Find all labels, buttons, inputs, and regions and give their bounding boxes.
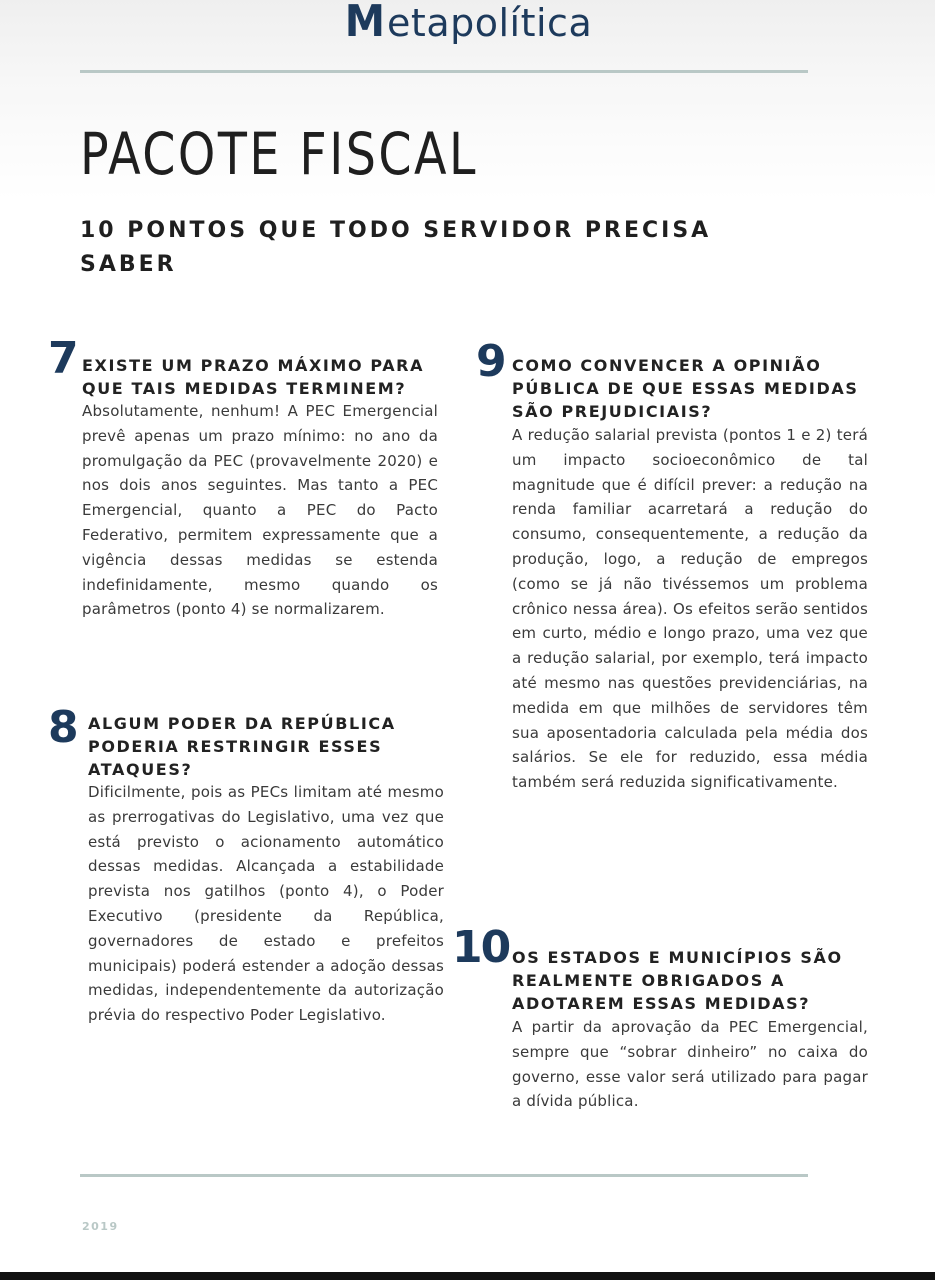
point-9-heading: COMO CONVENCER A OPINIÃO PÚBLICA DE QUE ESSAS MEDIDAS SÃO PREJUDICIAIS? xyxy=(512,356,859,421)
point-9-body: A redução salarial prevista (pontos 1 e 2) terá um impacto socioeconômico de tal magnitude que é difícil prever: a redução na renda familiar acarretará a redução do consumo, consequentemente, a redução da produção, logo, a redução de empregos (como se já não tivéssemos um problema crônico nessa área). Os efeitos serão sentidos em curto, médio e longo prazo, uma vez que a redução salarial, por exemplo, terá impacto até mesmo nas questões previdenciárias, na medida em que milhões de servidores têm sua aposentadoria calculada pela média dos salários. Se ele for reduzido, essa média também será reduzida significativamente. xyxy=(512,426,868,792)
bottom-divider xyxy=(80,1174,808,1177)
point-10-heading: OS ESTADOS E MUNICÍPIOS SÃO REALMENTE OBRIGADOS A ADOTAREM ESSAS MEDIDAS? xyxy=(512,948,843,1013)
page-title: PACOTE FISCAL xyxy=(80,120,478,188)
point-8-heading: ALGUM PODER DA REPÚBLICA PODERIA RESTRINGIR ESSES ATAQUES? xyxy=(88,714,396,779)
logo-m: M xyxy=(344,0,386,47)
point-7-body: Absolutamente, nenhum! A PEC Emergencial prevê apenas um prazo mínimo: no ano da promulgação da PEC (provavelmente 2020) e nos dois anos seguintes. Mas tanto a PEC Emergencial, quanto a PEC do Pacto Federativo, permitem expressamente que a vigência dessas medidas se estenda indefinidamente, mesmo quando os parâmetros (ponto 4) se normalizarem. xyxy=(82,402,438,619)
footer-year: 2019 xyxy=(82,1220,119,1233)
point-7-heading: EXISTE UM PRAZO MÁXIMO PARA QUE TAIS MEDIDAS TERMINEM? xyxy=(82,356,425,398)
point-10-number: 10 xyxy=(452,922,510,973)
point-10-body: A partir da aprovação da PEC Emergencial, sempre que “sobrar dinheiro” no caixa do governo, esse valor será utilizado para pagar a dívida pública. xyxy=(512,1018,868,1111)
point-8-number: 8 xyxy=(48,702,79,753)
point-8-body: Dificilmente, pois as PECs limitam até mesmo as prerrogativas do Legislativo, uma vez que está previsto o acionamento automático dessas medidas. Alcançada a estabilidade prevista nos gatilhos (ponto 4), o Poder Executivo (presidente da República, governadores de estado e prefeitos municipais) poderá estender a adoção dessas medidas, independentemente da autorização prévia do respectivo Poder Legislativo. xyxy=(88,783,444,1025)
page-subtitle: 10 PONTOS QUE TODO SERVIDOR PRECISA SABER xyxy=(80,218,712,277)
logo-text: etapolítica xyxy=(387,1,593,45)
screen-bottom-bar xyxy=(0,1272,935,1280)
metapolitica-logo xyxy=(0,0,935,47)
top-divider xyxy=(80,70,808,73)
point-9-number: 9 xyxy=(476,336,507,387)
point-7-number: 7 xyxy=(48,333,79,384)
